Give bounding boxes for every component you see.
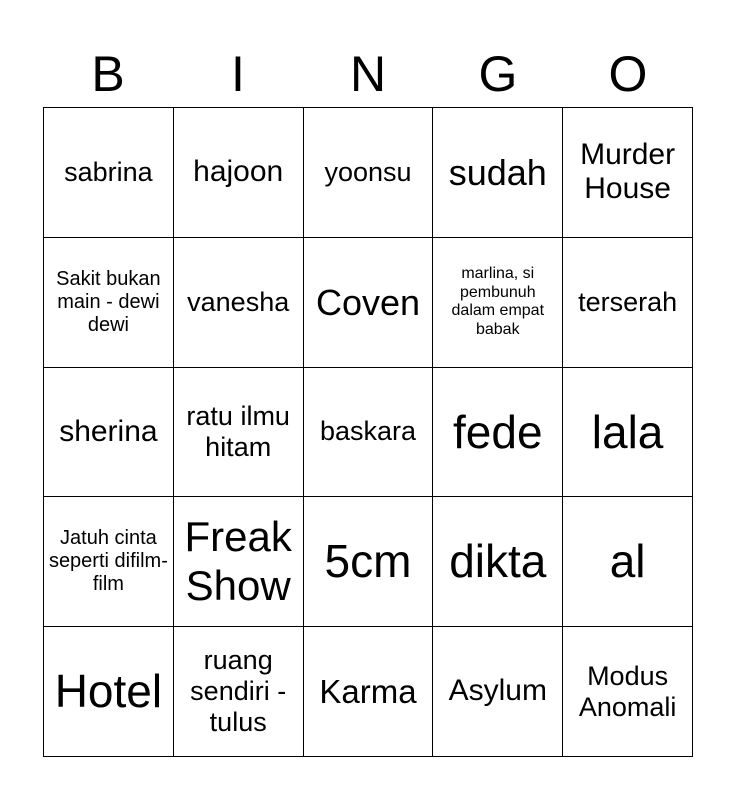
cell-label: Modus Anomali <box>578 660 677 722</box>
cell-label: vanesha <box>187 286 290 317</box>
bingo-cell[interactable] <box>174 238 304 368</box>
cell-label: Murder House <box>580 137 676 206</box>
cell-label: lala <box>591 405 664 458</box>
cell-label: sherina <box>59 414 158 448</box>
bingo-cell[interactable] <box>563 627 693 757</box>
bingo-cell[interactable] <box>44 108 174 238</box>
bingo-cell[interactable] <box>44 238 174 368</box>
cell-label: Sakit bukan main - dewi dewi <box>56 267 161 336</box>
bingo-cell[interactable] <box>433 497 563 627</box>
bingo-cell[interactable] <box>433 108 563 238</box>
cell-label: sudah <box>448 151 547 193</box>
cell-label: marlina, si pembunuh dalam empat babak <box>451 265 545 338</box>
bingo-cell[interactable] <box>304 497 434 627</box>
cell-label: terserah <box>578 286 678 317</box>
bingo-cell[interactable] <box>563 497 693 627</box>
header-letter-o: O <box>608 46 648 102</box>
header-letter-i: I <box>231 46 245 102</box>
bingo-cell[interactable] <box>563 238 693 368</box>
bingo-cell[interactable] <box>304 368 434 498</box>
bingo-cell[interactable] <box>304 627 434 757</box>
cell-label: ratu ilmu hitam <box>186 400 290 462</box>
bingo-cell[interactable] <box>304 238 434 368</box>
bingo-header <box>43 40 693 108</box>
cell-label: Jatuh cinta seperti difilm-film <box>48 527 168 596</box>
bingo-cell[interactable] <box>44 627 174 757</box>
bingo-cell[interactable] <box>44 368 174 498</box>
cell-label: Karma <box>319 672 417 710</box>
bingo-cell[interactable] <box>174 108 304 238</box>
cell-label: Freak Show <box>184 513 292 609</box>
cell-label: Coven <box>315 281 421 323</box>
cell-label: Asylum <box>448 674 547 708</box>
cell-label: baskara <box>319 416 417 447</box>
cell-label: yoonsu <box>324 156 412 187</box>
bingo-cell[interactable] <box>174 497 304 627</box>
bingo-cell[interactable] <box>433 627 563 757</box>
bingo-cell[interactable] <box>304 108 434 238</box>
bingo-board <box>43 107 693 757</box>
cell-label: sabrina <box>64 156 153 187</box>
header-letter-g: G <box>478 46 518 102</box>
header-letter-b: B <box>91 46 125 102</box>
cell-label: hajoon <box>193 155 284 189</box>
cell-label: 5cm <box>324 535 412 588</box>
header-letter-n: N <box>349 46 387 102</box>
bingo-cell[interactable] <box>174 627 304 757</box>
bingo-cell[interactable] <box>433 368 563 498</box>
bingo-cell[interactable] <box>563 368 693 498</box>
bingo-cell[interactable] <box>563 108 693 238</box>
bingo-cell[interactable] <box>174 368 304 498</box>
bingo-cell[interactable] <box>433 238 563 368</box>
cell-label: ruang sendiri - tulus <box>190 645 287 738</box>
cell-label: Hotel <box>54 665 163 718</box>
bingo-cell[interactable] <box>44 497 174 627</box>
cell-label: fede <box>453 405 543 458</box>
cell-label: dikta <box>449 535 547 588</box>
cell-label: al <box>609 535 646 588</box>
